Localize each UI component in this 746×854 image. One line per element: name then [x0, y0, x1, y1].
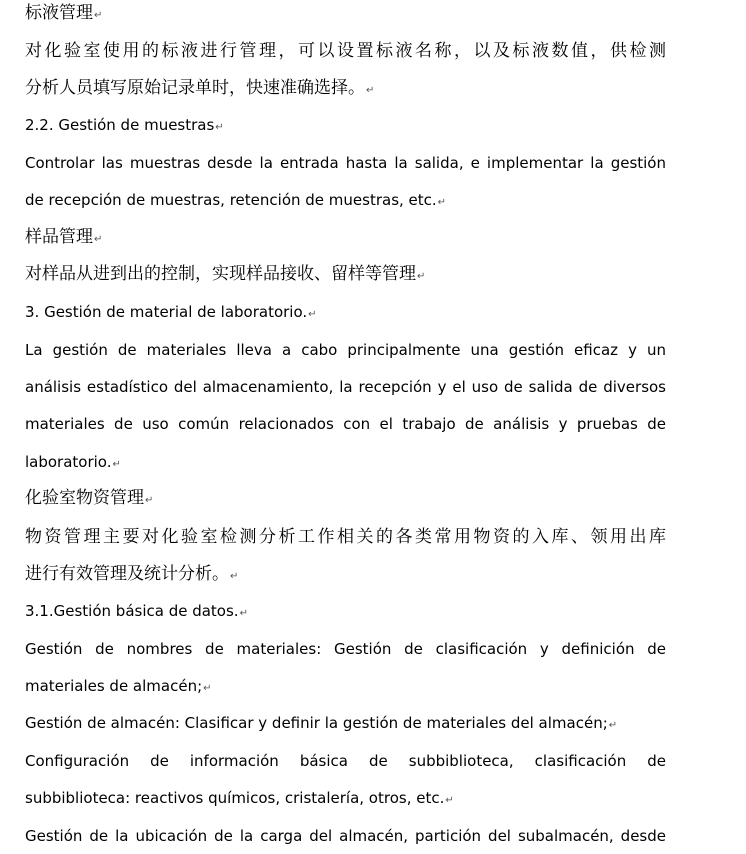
paragraph-mark-icon: ↵ [417, 271, 426, 282]
paragraph-mark-icon: ↵ [445, 795, 454, 806]
paragraph-line: 对样品从进到出的控制，实现样品接收、留样等管理↵ [25, 264, 426, 284]
paragraph-line: materiales de uso común relacionados con el trabajo de análisis y pruebas de [25, 415, 666, 433]
paragraph-line: 进行有效管理及统计分析。↵ [25, 564, 239, 584]
paragraph-line: La gestión de materiales lleva a cabo principalmente una gestión eficaz y un [25, 341, 666, 359]
paragraph-mark-icon: ↵ [94, 10, 103, 21]
paragraph-line: 物资管理主要对化验室检测分析工作相关的各类常用物资的入库、领用出库 [25, 527, 666, 547]
paragraph-mark-icon: ↵ [112, 459, 121, 470]
paragraph-line: de recepción de muestras, retención de muestras, etc.↵ [25, 191, 447, 209]
paragraph-line: análisis estadístico del almacenamiento, la recepción y el uso de salida de diversos [25, 378, 666, 396]
paragraph-mark-icon: ↵ [608, 720, 618, 731]
paragraph-line: Gestión de almacén: Clasificar y definir la gestión de materiales del almacén;↵ [25, 714, 618, 732]
paragraph-line: 分析人员填写原始记录单时，快速准确选择。↵ [25, 78, 375, 98]
paragraph-line: Gestión de nombres de materiales: Gestión de clasificación y definición de [25, 640, 666, 658]
paragraph-line: Controlar las muestras desde la entrada hasta la salida, e implementar la gestión [25, 154, 666, 172]
paragraph-line: subbiblioteca: reactivos químicos, cristalería, otros, etc.↵ [25, 789, 454, 807]
paragraph-mark-icon: ↵ [230, 571, 239, 582]
paragraph-mark-icon: ↵ [145, 495, 154, 506]
paragraph-mark-icon: ↵ [308, 309, 317, 320]
paragraph-line: laboratorio.↵ [25, 453, 121, 471]
paragraph-mark-icon: ↵ [203, 683, 212, 694]
heading-basic-data: 3.1.Gestión básica de datos.↵ [25, 602, 248, 620]
paragraph-mark-icon: ↵ [366, 85, 375, 96]
heading-lab-material-zh: 化验室物资管理↵ [25, 488, 154, 508]
heading-sample-management: 2.2. Gestión de muestras↵ [25, 116, 224, 134]
heading-sample-management-zh: 样品管理↵ [25, 227, 103, 247]
paragraph-mark-icon: ↵ [94, 234, 103, 245]
paragraph-mark-icon: ↵ [215, 122, 224, 133]
heading-standard-solution: 标液管理↵ [25, 3, 103, 23]
heading-lab-material: 3. Gestión de material de laboratorio.↵ [25, 303, 317, 321]
paragraph-mark-icon: ↵ [437, 197, 447, 208]
paragraph-line: Gestión de la ubicación de la carga del almacén, partición del subalmacén, desde [25, 827, 666, 845]
paragraph-line: materiales de almacén;↵ [25, 677, 212, 695]
paragraph-line: Configuración de información básica de subbiblioteca, clasificación de [25, 752, 666, 770]
paragraph-line: 对化验室使用的标液进行管理，可以设置标液名称，以及标液数值，供检测 [25, 41, 666, 61]
paragraph-mark-icon: ↵ [239, 608, 248, 619]
